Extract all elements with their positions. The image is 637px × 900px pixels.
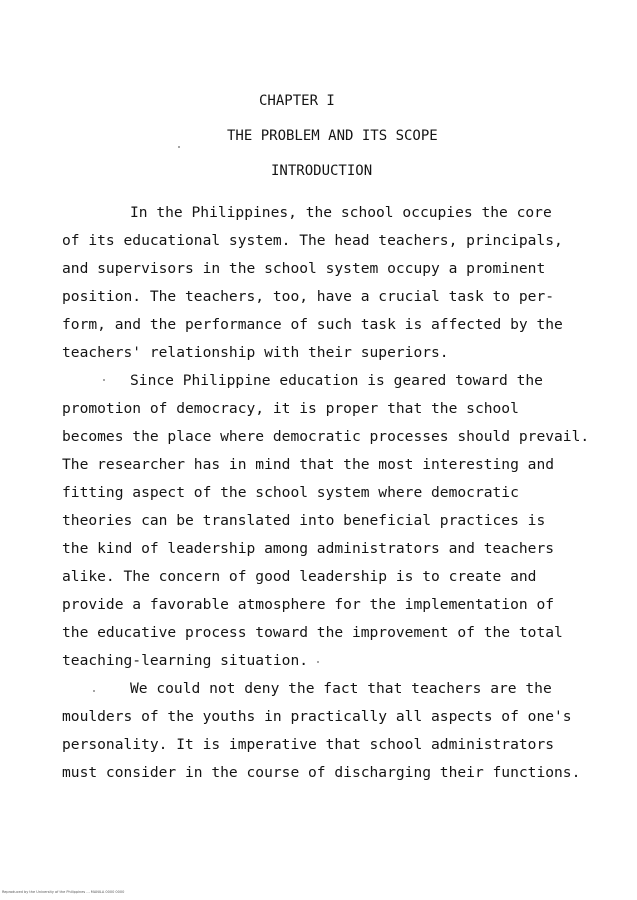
body-line: promotion of democracy, it is proper that the school: [62, 400, 519, 417]
body-line: the educative process toward the improvement of the total: [62, 624, 563, 641]
body-line: becomes the place where democratic processes should prevail.: [62, 428, 590, 445]
body-line: Since Philippine education is geared toward the: [130, 372, 543, 389]
body-line: teachers' relationship with their superiors.: [62, 344, 449, 361]
body-line: provide a favorable atmosphere for the implementation of: [62, 596, 555, 613]
section-heading: INTRODUCTION: [271, 163, 373, 179]
body-line: of its educational system. The head teachers, principals,: [62, 232, 563, 249]
body-line: In the Philippines, the school occupies the core: [130, 204, 552, 221]
chapter-heading: CHAPTER I: [259, 93, 335, 109]
scan-speck: [317, 661, 319, 663]
body-line: theories can be translated into beneficial practices is: [62, 512, 546, 529]
body-line: We could not deny the fact that teachers are the: [130, 680, 552, 697]
body-line: and supervisors in the school system occupy a prominent: [62, 260, 546, 277]
body-line: The researcher has in mind that the most interesting and: [62, 456, 555, 473]
body-line: fitting aspect of the school system where democratic: [62, 484, 519, 501]
body-line: teaching-learning situation.: [62, 652, 309, 669]
body-line: personality. It is imperative that school administrators: [62, 736, 555, 753]
body-line: the kind of leadership among administrators and teachers: [62, 540, 555, 557]
chapter-title: THE PROBLEM AND ITS SCOPE: [227, 128, 438, 144]
body-line: must consider in the course of discharging their functions.: [62, 764, 581, 781]
scan-speck: [93, 690, 95, 692]
scan-speck: [103, 379, 105, 381]
scan-footer-watermark: Reproduced by the University of the Philippines ... MANILA 0000 0000: [2, 890, 125, 894]
body-line: alike. The concern of good leadership is to create and: [62, 568, 537, 585]
body-line: form, and the performance of such task is affected by the: [62, 316, 563, 333]
body-line: position. The teachers, too, have a crucial task to per-: [62, 288, 555, 305]
scan-speck: [178, 146, 180, 148]
body-line: moulders of the youths in practically all aspects of one's: [62, 708, 572, 725]
